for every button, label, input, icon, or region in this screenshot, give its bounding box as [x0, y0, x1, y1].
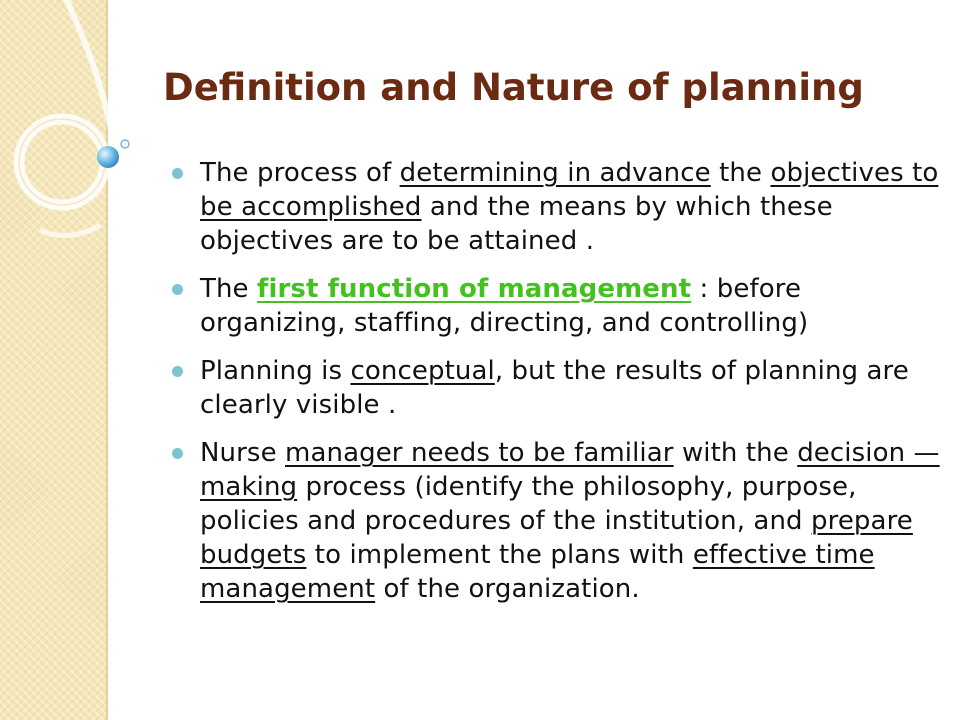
- slide-title: Definition and Nature of planning: [163, 66, 864, 109]
- bullet-text: of the organization.: [375, 574, 640, 604]
- highlighted-link-term[interactable]: first function of management: [257, 274, 692, 304]
- bullet-text: , but the results of planning are clearly visible .: [200, 356, 909, 420]
- underlined-term: objectives to be accomplished: [200, 158, 939, 222]
- small-circle-icon: [118, 136, 134, 152]
- underlined-term: manager needs to be familiar: [285, 438, 674, 468]
- bullet-text: the: [710, 158, 771, 188]
- underlined-term: decision — making: [200, 438, 940, 502]
- bullet-text: with the: [673, 438, 798, 468]
- bullet-marker: [172, 448, 183, 459]
- bullet-text: The process of: [200, 158, 400, 188]
- bullet-marker: [172, 366, 183, 377]
- bullet-list: [172, 156, 942, 606]
- bullet-text: : before organizing, staffing, directing, and controlling): [200, 274, 809, 338]
- bullet-text: The: [200, 274, 258, 304]
- bullet-item-definition: [172, 156, 942, 258]
- bullet-marker: [172, 168, 183, 179]
- bullet-item-nurse-manager: [172, 436, 942, 606]
- bullet-text: and the means by which these objectives are to be attained .: [200, 192, 833, 256]
- bullet-item-conceptual: [172, 354, 942, 422]
- bullet-item-first-function: [172, 272, 942, 340]
- bullet-text: Nurse: [200, 438, 286, 468]
- underlined-term: conceptual: [350, 356, 495, 386]
- underlined-term: effective time management: [200, 540, 875, 604]
- bullet-text: to implement the plans with: [306, 540, 693, 570]
- underlined-term: prepare budgets: [200, 506, 913, 570]
- underlined-term: determining in advance: [399, 158, 711, 188]
- bullet-text: Planning is: [200, 356, 351, 386]
- bullet-text: process (identify the philosophy, purpose, policies and procedures of the institution, and: [200, 472, 857, 536]
- bullet-marker: [172, 284, 183, 295]
